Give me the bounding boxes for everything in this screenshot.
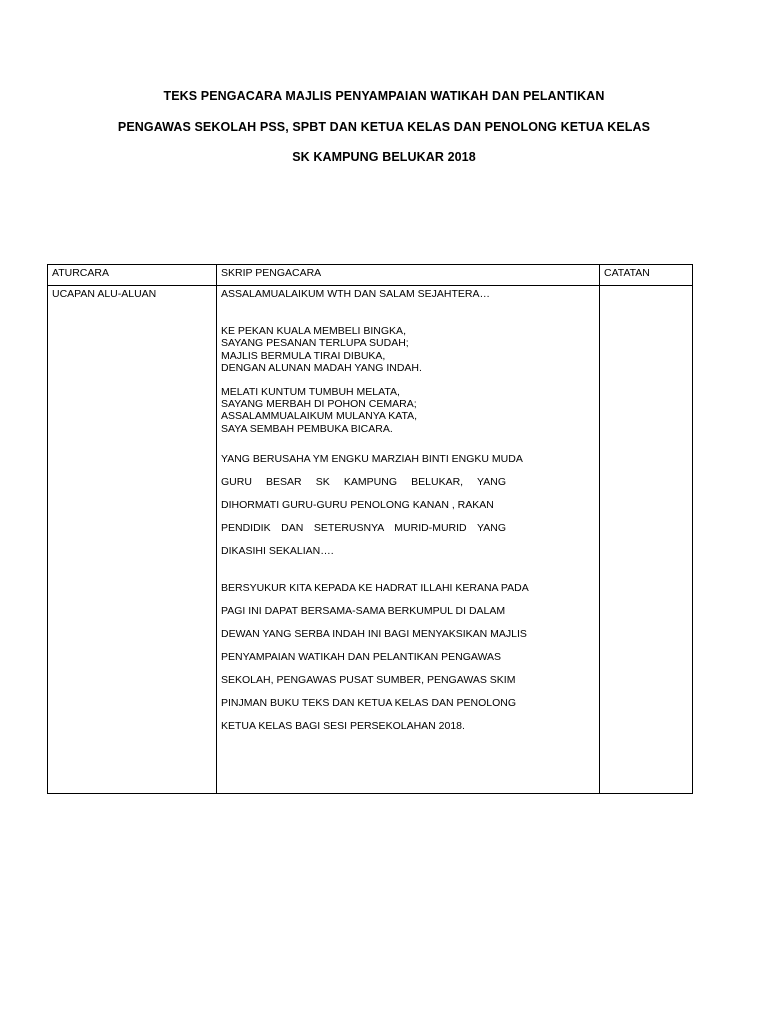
skrip-pengacara-cell xyxy=(217,286,600,794)
thanks-paragraph xyxy=(221,577,595,738)
pantun-stanza-1 xyxy=(221,325,595,375)
document-title-line-1: TEKS PENGACARA MAJLIS PENYAMPAIAN WATIKAH DAN PELANTIKAN xyxy=(163,89,605,103)
document-title-line-2: PENGAWAS SEKOLAH PSS, SPBT DAN KETUA KELAS DAN PENOLONG KETUA KELAS xyxy=(117,120,651,134)
pantun-line: SAYANG PESANAN TERLUPA SUDAH; xyxy=(221,337,409,350)
pantun-line: SAYA SEMBAH PEMBUKA BICARA. xyxy=(221,422,393,435)
table-row xyxy=(48,286,693,794)
header-skrip-pengacara: SKRIP PENGACARA xyxy=(217,265,600,286)
thanks-line: SEKOLAH, PENGAWAS PUSAT SUMBER, PENGAWAS SKIM xyxy=(221,674,516,687)
pantun-line: KE PEKAN KUALA MEMBELI BINGKA, xyxy=(221,325,406,337)
thanks-line: KETUA KELAS BAGI SESI PERSEKOLAHAN 2018. xyxy=(221,720,465,733)
opening-line: ASSALAMUALAIKUM WTH DAN SALAM SEJAHTERA… xyxy=(221,288,490,300)
pantun-line: ASSALAMMUALAIKUM MULANYA KATA, xyxy=(221,410,418,423)
pantun-line: MAJLIS BERMULA TIRAI DIBUKA, xyxy=(221,349,386,362)
greeting-line: DIHORMATI GURU-GURU PENOLONG KANAN , RAKAN xyxy=(221,499,494,512)
greeting-line: PENDIDIK DAN SETERUSNYA MURID-MURID YANG xyxy=(221,522,506,535)
thanks-line: PINJMAN BUKU TEKS DAN KETUA KELAS DAN PENOLONG xyxy=(221,697,517,710)
header-catatan: CATATAN xyxy=(600,265,693,286)
document-title-line-3: SK KAMPUNG BELUKAR 2018 xyxy=(292,150,476,164)
thanks-line: PAGI INI DAPAT BERSAMA-SAMA BERKUMPUL DI DALAM xyxy=(221,605,506,618)
thanks-line: BERSYUKUR KITA KEPADA KE HADRAT ILLAHI KERANA PADA xyxy=(221,582,529,595)
pantun-line: DENGAN ALUNAN MADAH YANG INDAH. xyxy=(221,362,422,375)
thanks-line: PENYAMPAIAN WATIKAH DAN PELANTIKAN PENGAWAS xyxy=(221,651,502,664)
script-table xyxy=(47,264,693,794)
pantun-line: MELATI KUNTUM TUMBUH MELATA, xyxy=(221,385,400,398)
greeting-line: DIKASIHI SEKALIAN…. xyxy=(221,545,334,558)
table-header-row xyxy=(48,265,693,286)
greeting-line: YANG BERUSAHA YM ENGKU MARZIAH BINTI ENGKU MUDA xyxy=(221,453,523,466)
catatan-cell xyxy=(600,286,693,794)
aturcara-cell: UCAPAN ALU-ALUAN xyxy=(48,286,217,794)
pantun-stanza-2 xyxy=(221,386,595,436)
pantun-line: SAYANG MERBAH DI POHON CEMARA; xyxy=(221,398,417,411)
greeting-paragraph xyxy=(221,448,595,563)
thanks-line: DEWAN YANG SERBA INDAH INI BAGI MENYAKSIKAN MAJLIS xyxy=(221,628,527,641)
greeting-line: GURU BESAR SK KAMPUNG BELUKAR, YANG xyxy=(221,476,506,489)
header-aturcara: ATURCARA xyxy=(48,265,217,286)
